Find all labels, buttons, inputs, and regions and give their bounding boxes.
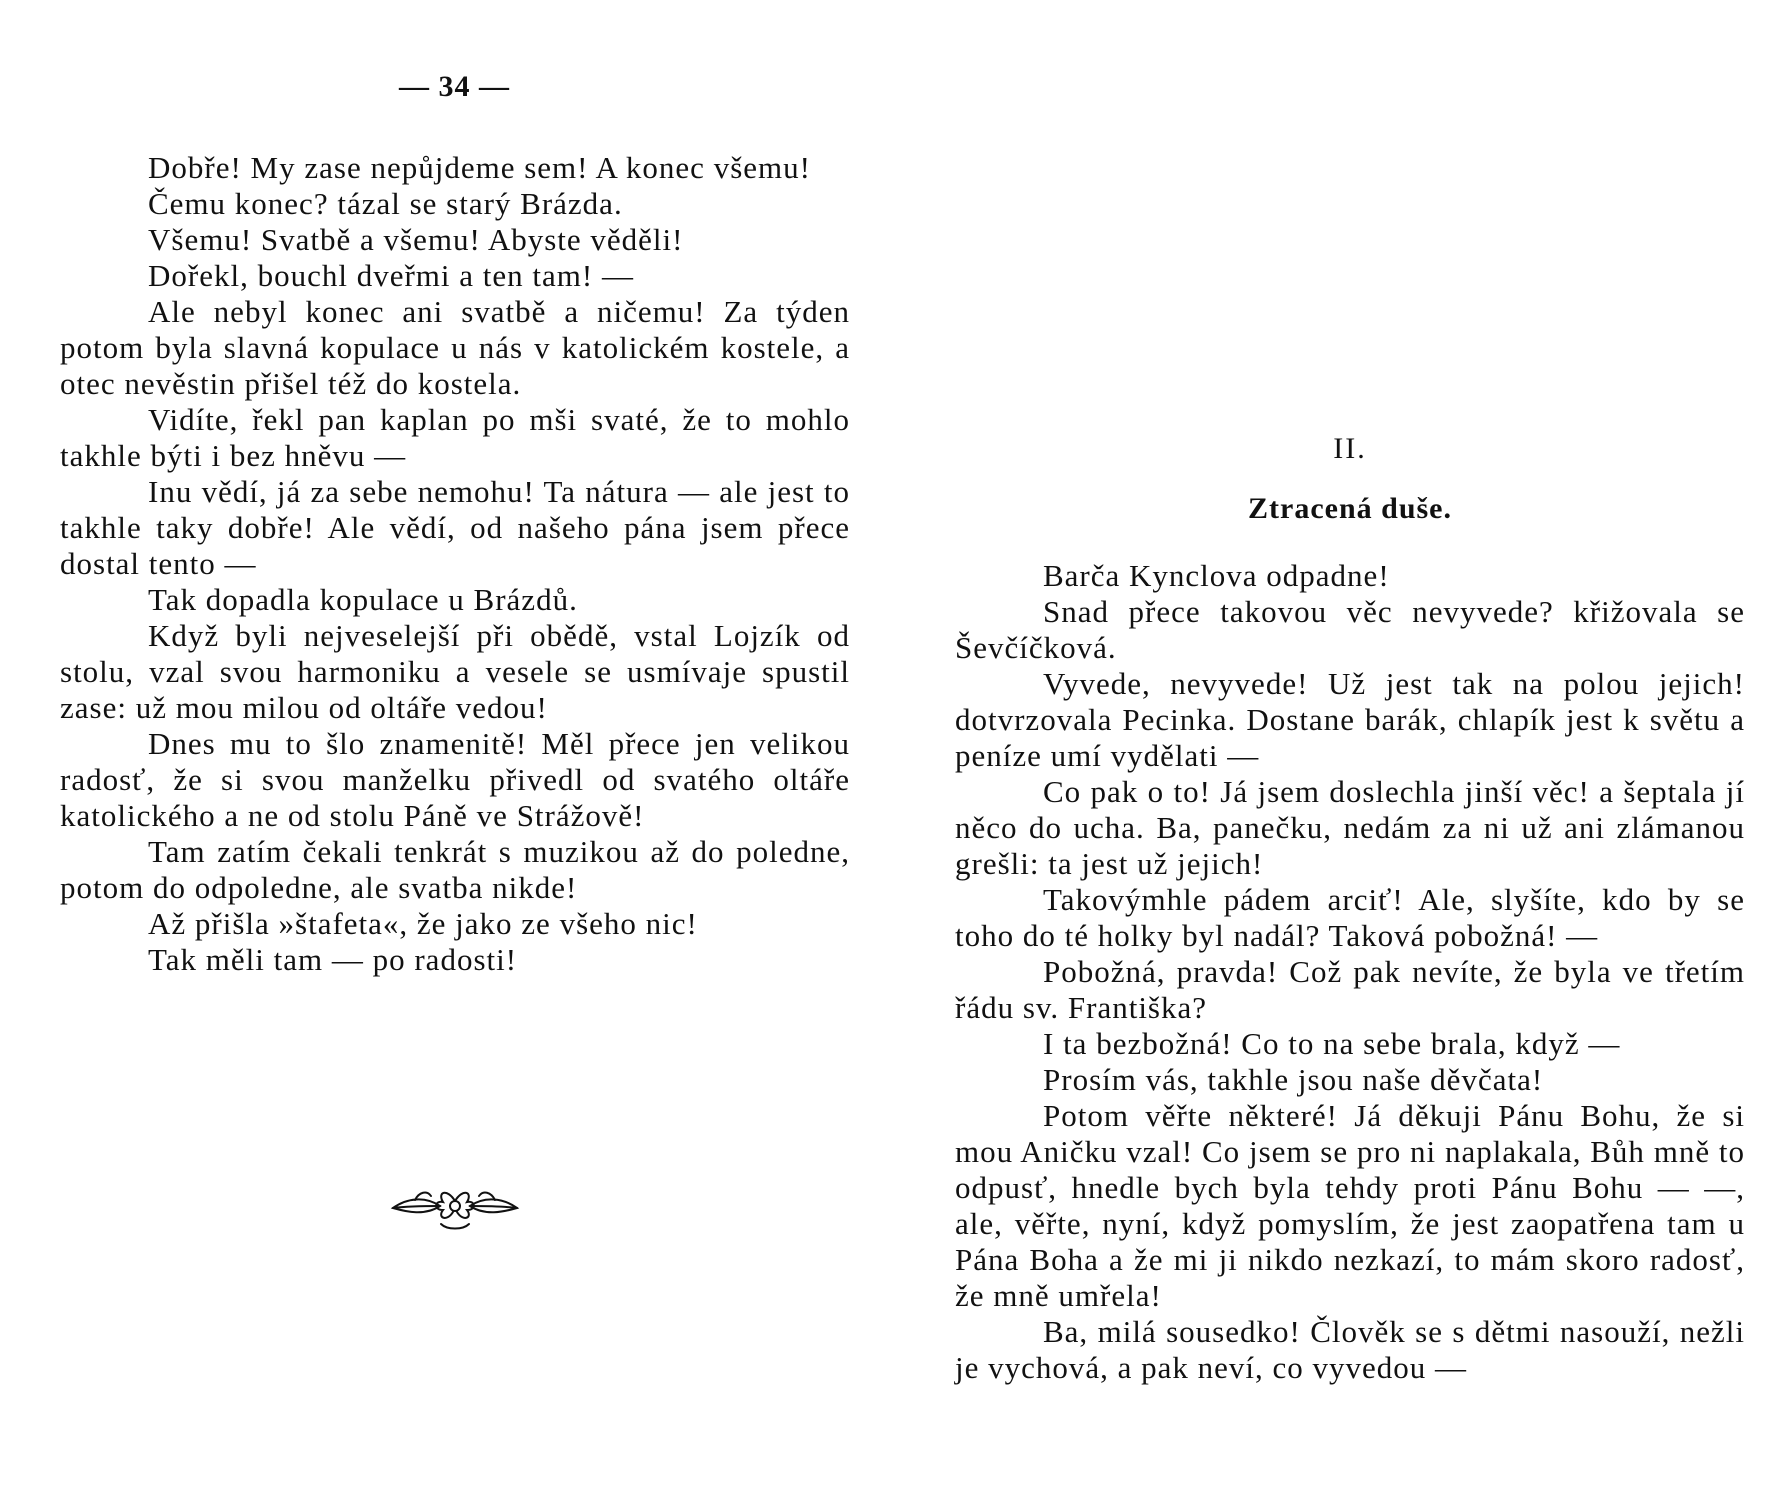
paragraph: Potom věřte některé! Já děkuji Pánu Bohu, že si mou Aničku vzal! Co jsem se pro ni naplakala, Bůh mně to odpusť, hnedle bych byla tehdy proti Pánu Bohu — —, ale, věřte, nyní, když pomyslím, že jest zaopatřena tam u Pána Boha a že mi ji nikdo nezkazí, to mám skoro radosť, že mně umřela!	[955, 1098, 1745, 1313]
chapter-title: Ztracená duše.	[1248, 492, 1452, 525]
paragraph: Dořekl, bouchl dveřmi a ten tam! —	[148, 258, 634, 293]
paragraph: Takovýmhle pádem arciť! Ale, slyšíte, kdo by se toho do té holky byl nadál? Taková pobožná! —	[955, 882, 1745, 953]
paragraph: Dobře! My zase nepůjdeme sem! A konec všemu!	[148, 150, 811, 185]
paragraph: Co pak o to! Já jsem doslechla jinší věc! a šeptala jí něco do ucha. Ba, panečku, nedám za ni už ani zlámanou grešli: ta jest už jejich!	[955, 774, 1745, 881]
paragraph: Tak měli tam — po radosti!	[148, 942, 518, 977]
paragraph: Ale nebyl konec ani svatbě a ničemu! Za týden potom byla slavná kopulace u nás v katolickém kostele, a otec nevěstin přišel též do kostela.	[60, 294, 850, 401]
paragraph: Inu vědí, já za sebe nemohu! Ta nátura — ale jest to takhle taky dobře! Ale vědí, od našeho pána jsem přece dostal tento —	[60, 474, 850, 581]
paragraph: Tam zatím čekali tenkrát s muzikou až do poledne, potom do odpoledne, ale svatba nikde!	[60, 834, 850, 905]
right-page	[955, 0, 1745, 1500]
right-page-body	[955, 558, 1745, 1386]
paragraph: Vyvede, nevyvede! Už jest tak na polou jejich! dotvrzovala Pecinka. Dostane barák, chlapík jest k světu a peníze umí vydělati —	[955, 666, 1745, 773]
paragraph: Až přišla »štafeta«, že jako ze všeho nic!	[148, 906, 698, 941]
paragraph: Čemu konec? tázal se starý Brázda.	[148, 186, 623, 221]
paragraph: Dnes mu to šlo znamenitě! Měl přece jen velikou radosť, že si svou manželku přivedl od svatého oltáře katolického a ne od stolu Páně ve Strážově!	[60, 726, 850, 833]
chapter-number: II.	[1333, 432, 1367, 465]
paragraph: Snad přece takovou věc nevyvede? křižovala se Ševčíčková.	[955, 594, 1745, 665]
paragraph: Prosím vás, takhle jsou naše děvčata!	[1043, 1062, 1544, 1097]
paragraph: Když byli nejveselejší při obědě, vstal Lojzík od stolu, vzal svou harmoniku a vesele se usmívaje spustil zase: už mou milou od oltáře vedou!	[60, 618, 850, 725]
left-page	[60, 0, 850, 1500]
paragraph: Tak dopadla kopulace u Brázdů.	[148, 582, 578, 617]
paragraph: Všemu! Svatbě a všemu! Abyste věděli!	[148, 222, 684, 257]
paragraph: Pobožná, pravda! Což pak nevíte, že byla ve třetím řádu sv. Františka?	[955, 954, 1745, 1025]
left-page-body	[60, 150, 850, 978]
paragraph: I ta bezbožná! Co to na sebe brala, když —	[1043, 1026, 1621, 1061]
paragraph: Ba, milá sousedko! Člověk se s dětmi nasouží, nežli je vychová, a pak neví, co vyvedou —	[955, 1314, 1745, 1385]
paragraph: Barča Kynclova odpadne!	[1043, 558, 1390, 593]
paragraph: Vidíte, řekl pan kaplan po mši svaté, že to mohlo takhle býti i bez hněvu —	[60, 402, 850, 473]
floral-ornament-icon	[385, 1178, 525, 1238]
page-number: — 34 —	[399, 70, 510, 103]
